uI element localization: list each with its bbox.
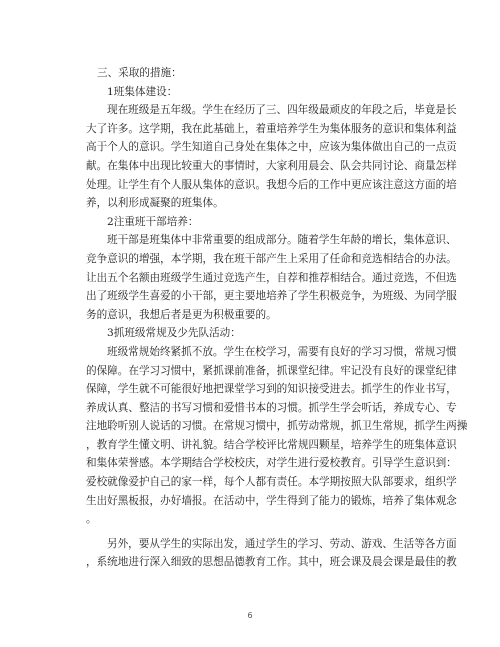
paragraph-line: 让出五个名额由班级学生通过竞选产生，自荐和推荐相结合。通过竞选，不但选 [86,271,457,284]
paragraph-line: 生出好黑板报，办好墙报。在活动中，学生得到了能力的锻炼，培养了集体观念 [86,494,457,507]
subsection-title-routine-activities: 3抓班级常规及少先队活动： [107,327,241,340]
paragraph-line: 出了班级学生喜爱的小干部，更主要地培养了学生积极竞争，为班级、为同学服 [86,290,457,303]
paragraph-line: 高于个人的意识。学生知道自己身处在集体之中，应该为集体做出自己的一点贡 [86,141,457,154]
paragraph-line: 另外，要从学生的实际出发，通过学生的学习、劳动、游戏、生活等各方面 [107,537,457,550]
document-body [86,64,468,572]
section-heading: 三、采取的措施： [97,67,182,79]
paragraph-line: 和集体荣誉感。本学期结合学校校庆，对学生进行爱校教育。引导学生意识到： [86,457,457,470]
page-number: 6 [247,611,253,620]
paragraph-line: 大了许多。这学期，我在此基础上，着重培养学生为集体服务的意识和集体利益 [86,122,457,135]
paragraph-line: 注地聆听别人说话的习惯。在常规习惯中，抓劳动常规，抓卫生常规，抓学生两操 [86,420,468,433]
paragraph-line: 班干部是班集体中非常重要的组成部分。随着学生年龄的增长，集体意识、 [107,234,457,247]
paragraph-line: 。 [86,513,97,526]
paragraph-line: 献。在集体中出现比较重大的事情时，大家利用晨会、队会共同讨论、商量怎样 [86,159,457,172]
paragraph-line: 处理。让学生有个人服从集体的意识。我想今后的工作中更应该注意这方面的培 [86,178,457,191]
paragraph-line: 竞争意识的增强，本学期，我在班干部产生上采用了任命和竞选相结合的办法。 [86,252,457,265]
paragraph-line: 保障，学生就不可能很好地把课堂学习到的知识接受进去。抓学生的作业书写， [86,383,457,396]
paragraph-line: 养成认真、整洁的书写习惯和爱惜书本的习惯。抓学生学会听话，养成专心、专 [86,401,457,414]
paragraph-line: ，系统地进行深入细致的思想品德教育工作。其中，班会课及晨会课是最佳的教 [86,556,457,569]
paragraph-line: 爱校就像爱护自己的家一样，每个人都有责任。本学期按照大队部要求，组织学 [86,476,457,489]
paragraph-line: 务的意识，我想后者是更为积极重要的。 [86,308,277,321]
paragraph-line: 养，以利形成凝聚的班集体。 [86,197,224,210]
subsection-title-cadre-training: 2注重班干部培养： [107,215,199,228]
paragraph-line: 的保障。在学习习惯中，紧抓课前准备，抓课堂纪律。牢记没有良好的课堂纪律 [86,364,457,377]
subsection-title-class-building: 1班集体建设： [107,85,178,98]
paragraph-line: 现在班级是五年级。学生在经历了三、四年级最顽皮的年段之后，毕竟是长 [107,104,457,117]
paragraph-line: 班级常规始终紧抓不放。学生在校学习，需要有良好的学习习惯，常规习惯 [107,345,457,358]
paragraph-line: ，教育学生懂文明、讲礼貌。结合学校评比常规四颗星，培养学生的班集体意识 [86,438,457,451]
